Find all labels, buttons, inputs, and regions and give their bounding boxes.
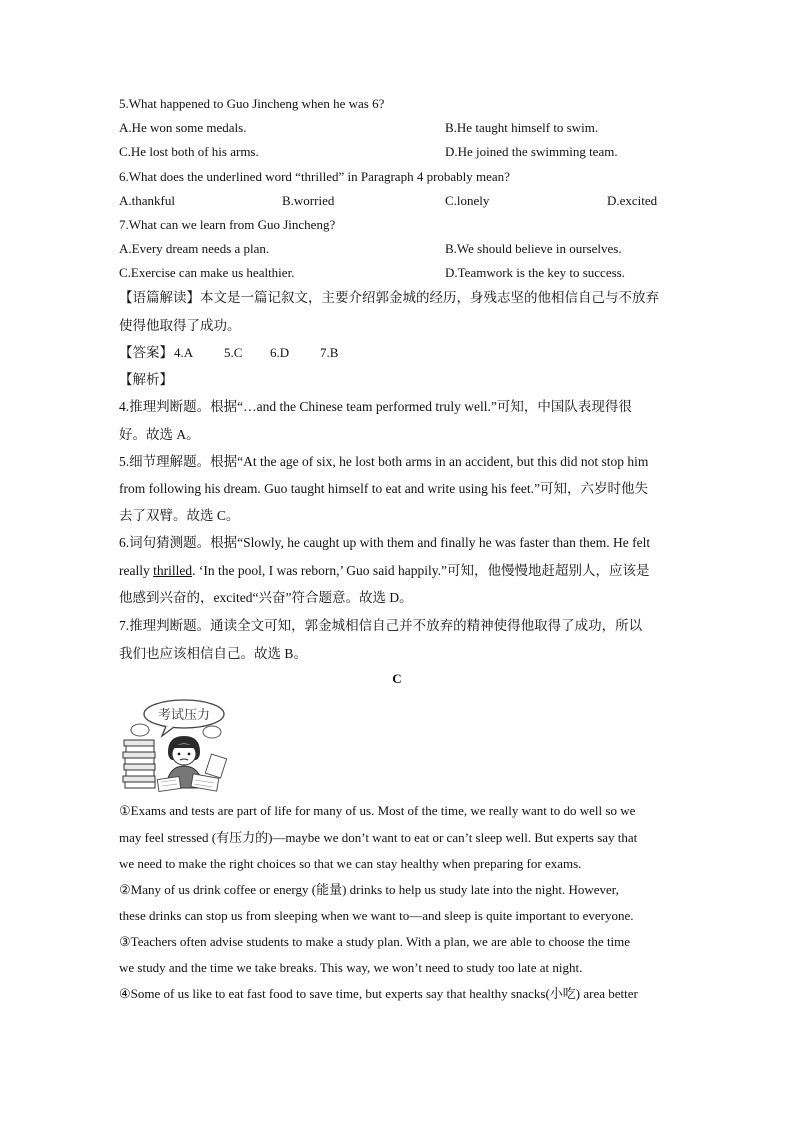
paragraph-3-line-2: we study and the time we take breaks. This way, we won’t need to study too late at night. xyxy=(119,960,583,975)
paragraph-2-line-2: these drinks can stop us from sleeping when we want to—and sleep is quite important to everyone. xyxy=(119,908,634,923)
underlined-word-thrilled: thrilled xyxy=(153,563,193,578)
paragraph-4-line-1: ④Some of us like to eat fast food to save time, but experts say that healthy snacks(小吃) area better xyxy=(119,986,638,1001)
answer-item: 6.D xyxy=(270,345,290,360)
question-7-stem: 7.What can we learn from Guo Jincheng? xyxy=(119,217,336,232)
explanation-5-line-2: from following his dream. Guo taught himself to eat and write using his feet.”可知，六岁时他失 xyxy=(119,481,649,496)
answer-item: 5.C xyxy=(224,345,243,360)
question-5-stem: 5.What happened to Guo Jincheng when he was 6? xyxy=(119,96,385,111)
paragraph-1-line-2: may feel stressed (有压力的)—maybe we don’t want to eat or can’t sleep well. But experts say that xyxy=(119,830,638,845)
question-6-stem: 6.What does the underlined word “thrilled” in Paragraph 4 probably mean? xyxy=(119,169,510,184)
paragraph-2-line-1: ②Many of us drink coffee or energy (能量) drinks to help us study late into the night. However, xyxy=(119,882,619,897)
question-5-option-d: D.He joined the swimming team. xyxy=(445,144,618,159)
answer-item: 7.B xyxy=(320,345,339,360)
illustration-caption: 考试压力 xyxy=(157,708,211,723)
paragraph-3-line-1: ③Teachers often advise students to make a study plan. With a plan, we are able to choose the time xyxy=(119,934,631,949)
explanation-6-line-1: 6.词句猜测题。根据“Slowly, he caught up with them and finally he was faster than them. He felt xyxy=(119,535,651,550)
explanation-6-line-3: 他感到兴奋的，excited“兴奋”符合题意。故选 D。 xyxy=(119,590,413,605)
explanation-5-line-3: 去了双臂。故选 C。 xyxy=(119,508,240,523)
question-6-option-d: D.excited xyxy=(607,193,658,208)
question-7-option-a: A.Every dream needs a plan. xyxy=(119,241,270,256)
paragraph-1-line-1: ①Exams and tests are part of life for many of us. Most of the time, we really want to do well so we xyxy=(119,803,636,818)
exam-stress-illustration xyxy=(118,696,230,792)
paragraph-1-line-3: we need to make the right choices so that we can stay healthy when preparing for exams. xyxy=(119,856,582,871)
question-6-option-c: C.lonely xyxy=(445,193,490,208)
explanation-4-line-2: 好。故选 A。 xyxy=(119,427,200,442)
section-heading: C xyxy=(392,671,402,686)
explanation-7-line-1: 7.推理判断题。通读全文可知，郭金城相信自己并不放弃的精神使得他取得了成功，所以 xyxy=(119,618,643,633)
answer-item: 4.A xyxy=(174,345,194,360)
passage-summary-line-1: 【语篇解读】本文是一篇记叙文，主要介绍郭金城的经历，身残志坚的他相信自己与不放弃 xyxy=(119,290,659,305)
question-7-option-b: B.We should believe in ourselves. xyxy=(445,241,622,256)
question-5-option-a: A.He won some medals. xyxy=(119,120,247,135)
question-7-option-d: D.Teamwork is the key to success. xyxy=(445,265,625,280)
explanation-label: 【解析】 xyxy=(119,372,173,387)
question-7-option-c: C.Exercise can make us healthier. xyxy=(119,265,295,280)
explanation-4-line-1: 4.推理判断题。根据“…and the Chinese team performed truly well.”可知，中国队表现得很 xyxy=(119,399,632,414)
explanation-6-line-2 xyxy=(119,562,650,580)
explanation-7-line-2: 我们也应该相信自己。故选 B。 xyxy=(119,646,307,661)
answer-key-label: 【答案】 xyxy=(119,345,173,360)
question-6-option-b: B.worried xyxy=(282,193,335,208)
question-5-option-b: B.He taught himself to swim. xyxy=(445,120,599,135)
explanation-5-line-1: 5.细节理解题。根据“At the age of six, he lost both arms in an accident, but this did not stop him xyxy=(119,454,649,469)
passage-summary-line-2: 使得他取得了成功。 xyxy=(119,318,241,333)
explanation-6-prefix: really xyxy=(119,563,154,578)
question-6-option-a: A.thankful xyxy=(119,193,175,208)
question-5-option-c: C.He lost both of his arms. xyxy=(119,144,259,159)
explanation-6-suffix: . ‘In the pool, I was reborn,’ Guo said happily.”可知，他慢慢地赶超别人，应该是 xyxy=(192,563,650,578)
